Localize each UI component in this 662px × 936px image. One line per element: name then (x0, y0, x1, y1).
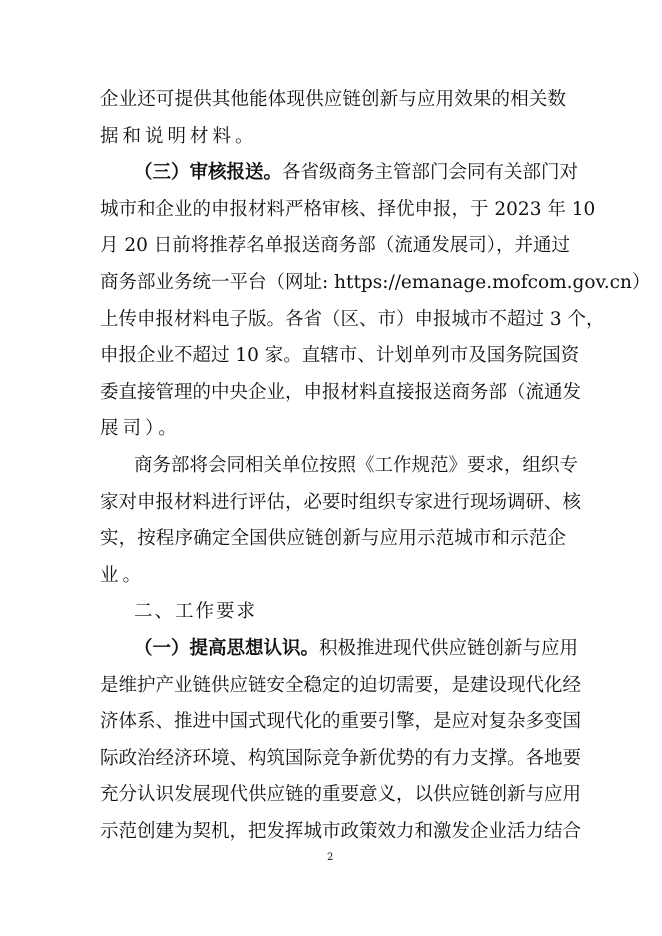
text-line (100, 564, 566, 588)
text-line (100, 234, 571, 258)
line-text: 展司）。 (100, 418, 181, 440)
text-line (134, 637, 579, 661)
line-text: 据和说明材料。 (100, 125, 258, 147)
line-text: 商务部业务统一平台（网址: https://emanage.mofcom.gov.cn） (100, 272, 651, 293)
text-line (100, 674, 582, 698)
text-line (100, 710, 582, 734)
line-text: 二、工作要求 (134, 601, 258, 623)
text-line (100, 88, 566, 112)
text-line (100, 417, 566, 441)
text-line (100, 271, 651, 295)
page-number: 2 (327, 852, 334, 863)
line-text: 委直接管理的中央企业，申报材料直接报送商务部（流通发 (100, 381, 582, 403)
text-line (100, 783, 582, 807)
text-line (100, 344, 580, 368)
line-text: 月 20 日前将推荐名单报送商务部（流通发展司），并通过 (100, 235, 571, 257)
line-text: 是维护产业链供应链安全稳定的迫切需要，是建设现代化经 (100, 674, 582, 696)
text-line (100, 125, 566, 149)
text-line (100, 527, 566, 551)
line-text: 上传申报材料电子版。各省（区、市）申报城市不超过 3 个， (100, 308, 605, 330)
line-text: 实，按程序确定全国供应链创新与应用示范城市和示范企 (100, 528, 566, 550)
line-text: 际政治经济环境、构筑国际竞争新优势的有力支撑。各地要 (100, 747, 582, 769)
text-line (100, 381, 582, 405)
text-line (100, 308, 605, 332)
text-line (100, 820, 582, 844)
text-line (100, 747, 582, 771)
line-text: 业。 (100, 564, 146, 586)
bold-subheading: （三）审核报送。 (134, 162, 283, 184)
line-text: 商务部将会同相关单位按照《工作规范》要求，组织专 (134, 455, 579, 476)
line-text: 城市和企业的申报材料严格审核、择优申报，于 2023 年 10 (100, 198, 596, 220)
text-line (134, 161, 579, 185)
bold-subheading: （一）提高思想认识。 (134, 638, 320, 659)
text-line (100, 198, 596, 222)
section-heading (134, 600, 566, 624)
line-text: 各省级商务主管部门会同有关部门对 (282, 162, 579, 184)
line-text: 家对申报材料进行评估，必要时组织专家进行现场调研、核 (100, 491, 582, 513)
line-text: 示范创建为契机，把发挥城市政策效力和激发企业活力结合 (100, 821, 582, 842)
line-text: 积极推进现代供应链创新与应用 (319, 638, 579, 659)
text-line (134, 454, 579, 478)
line-text: 济体系、推进中国式现代化的重要引擎，是应对复杂多变国 (100, 711, 582, 733)
line-text: 申报企业不超过 10 家。直辖市、计划单列市及国务院国资 (100, 345, 580, 367)
line-text: 企业还可提供其他能体现供应链创新与应用效果的相关数 (100, 89, 566, 110)
line-text: 充分认识发展现代供应链的重要意义，以供应链创新与应用 (100, 784, 582, 806)
text-line (100, 491, 582, 515)
